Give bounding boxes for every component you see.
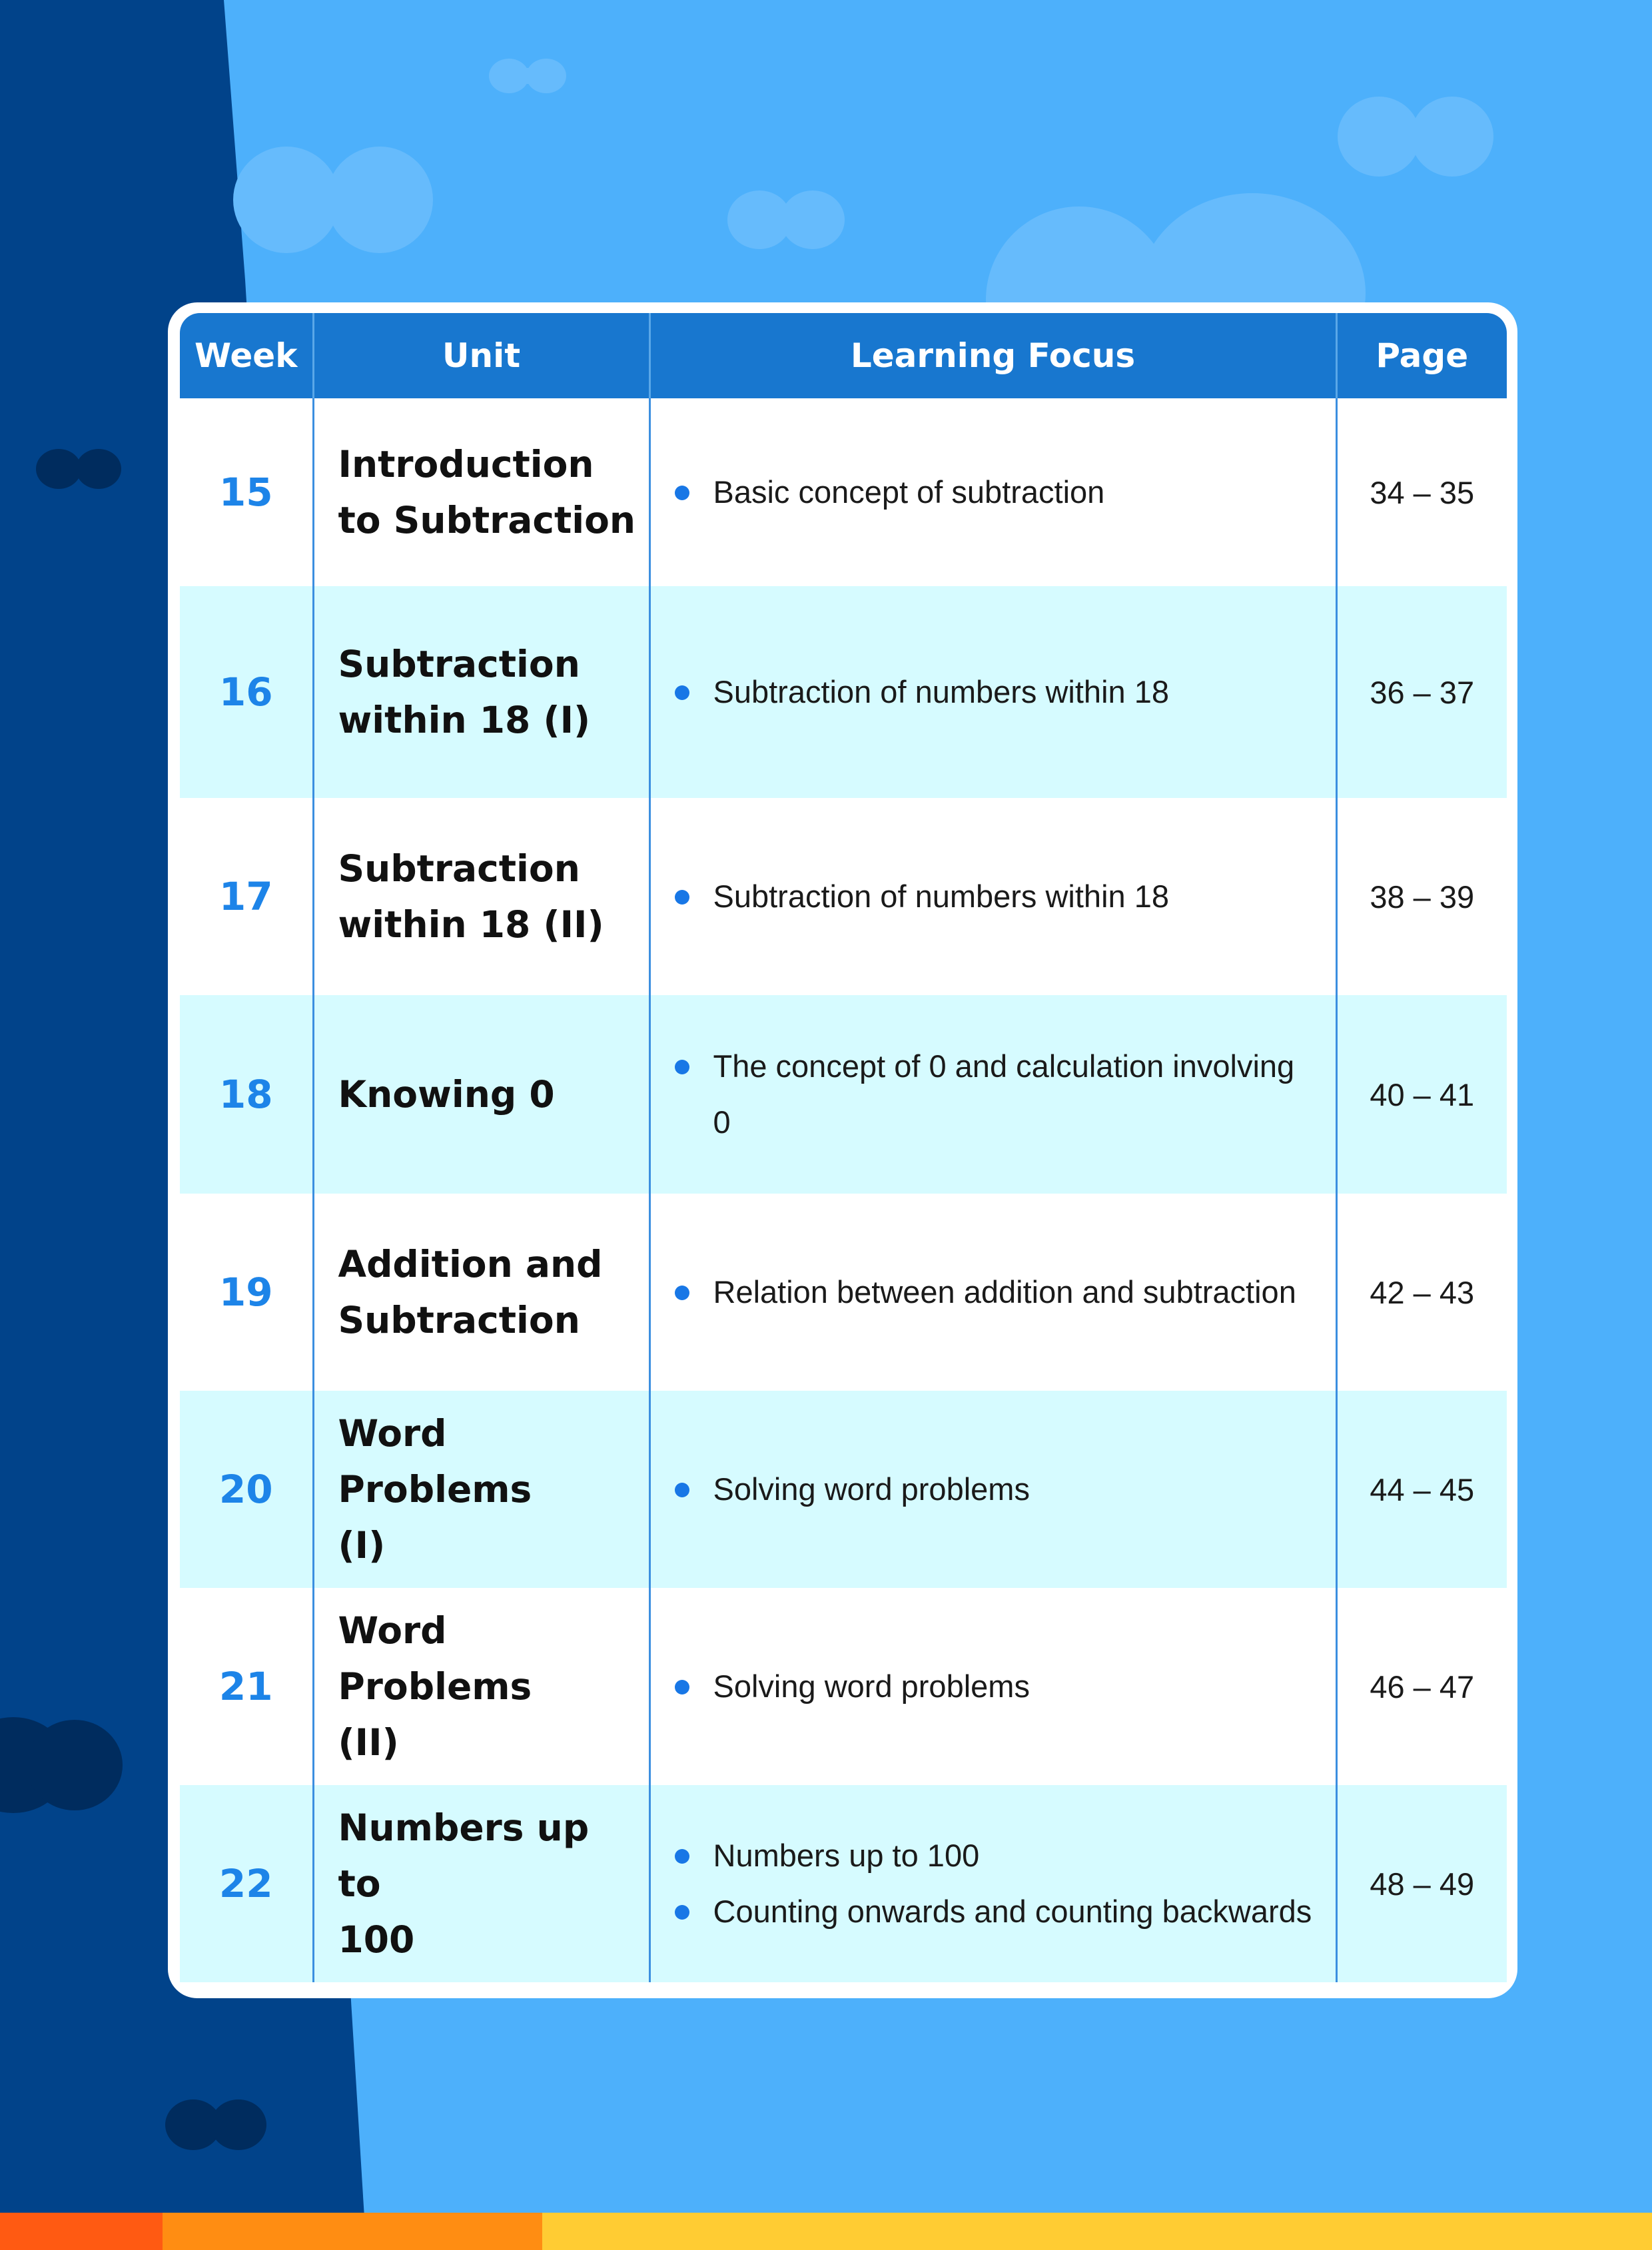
table-row [180,1391,1507,1588]
page-range: 46 – 47 [1336,1588,1507,1785]
unit-title: Subtraction within 18 (II) [313,798,649,995]
unit-title: Introduction to Subtraction [313,398,649,586]
bullet-icon [675,486,689,500]
table-row [180,586,1507,798]
learning-focus [649,1588,1336,1785]
unit-title: Addition and Subtraction [313,1194,649,1391]
learning-focus [649,995,1336,1194]
schedule-table [180,313,1507,1982]
unit-title: Subtraction within 18 (I) [313,586,649,798]
week-number: 15 [180,398,313,586]
header-unit: Unit [313,313,649,398]
learning-focus [649,1194,1336,1391]
focus-item: Solving word problems [675,1659,1320,1714]
header-learning-focus: Learning Focus [649,313,1336,398]
page-range: 48 – 49 [1336,1785,1507,1982]
page-range: 40 – 41 [1336,995,1507,1194]
table-row [180,995,1507,1194]
unit-title: Knowing 0 [313,995,649,1194]
focus-item: The concept of 0 and calculation involving 0 [675,1038,1320,1150]
focus-item: Subtraction of numbers within 18 [675,869,1320,925]
week-number: 17 [180,798,313,995]
table-row [180,1785,1507,1982]
bullet-icon [675,685,689,700]
page-range: 38 – 39 [1336,798,1507,995]
week-number: 19 [180,1194,313,1391]
bullet-icon [675,1483,689,1497]
bullet-icon [675,1060,689,1074]
learning-focus [649,1785,1336,1982]
page-range: 36 – 37 [1336,586,1507,798]
bullet-icon [675,890,689,905]
focus-item: Basic concept of subtraction [675,464,1320,520]
learning-focus [649,398,1336,586]
focus-item: Numbers up to 100 [675,1828,1320,1884]
unit-title: Word Problems (I) [313,1391,649,1588]
table-row [180,798,1507,995]
week-number: 20 [180,1391,313,1588]
bullet-icon [675,1680,689,1694]
week-number: 21 [180,1588,313,1785]
focus-item: Counting onwards and counting backwards [675,1884,1320,1940]
table-row [180,1194,1507,1391]
bullet-icon [675,1849,689,1864]
focus-item: Subtraction of numbers within 18 [675,664,1320,720]
week-number: 22 [180,1785,313,1982]
page-range: 44 – 45 [1336,1391,1507,1588]
learning-focus [649,798,1336,995]
learning-focus [649,1391,1336,1588]
table-header-row [180,313,1507,398]
learning-focus [649,586,1336,798]
table-row [180,398,1507,586]
bullet-icon [675,1286,689,1300]
table-row [180,1588,1507,1785]
page-range: 42 – 43 [1336,1194,1507,1391]
unit-title: Word Problems (II) [313,1588,649,1785]
focus-item: Solving word problems [675,1461,1320,1517]
bullet-icon [675,1905,689,1920]
bottom-color-stripe [0,2213,1652,2250]
week-number: 16 [180,586,313,798]
unit-title: Numbers up to 100 [313,1785,649,1982]
page-range: 34 – 35 [1336,398,1507,586]
week-number: 18 [180,995,313,1194]
focus-item: Relation between addition and subtraction [675,1264,1320,1320]
header-week: Week [180,313,313,398]
header-page: Page [1336,313,1507,398]
